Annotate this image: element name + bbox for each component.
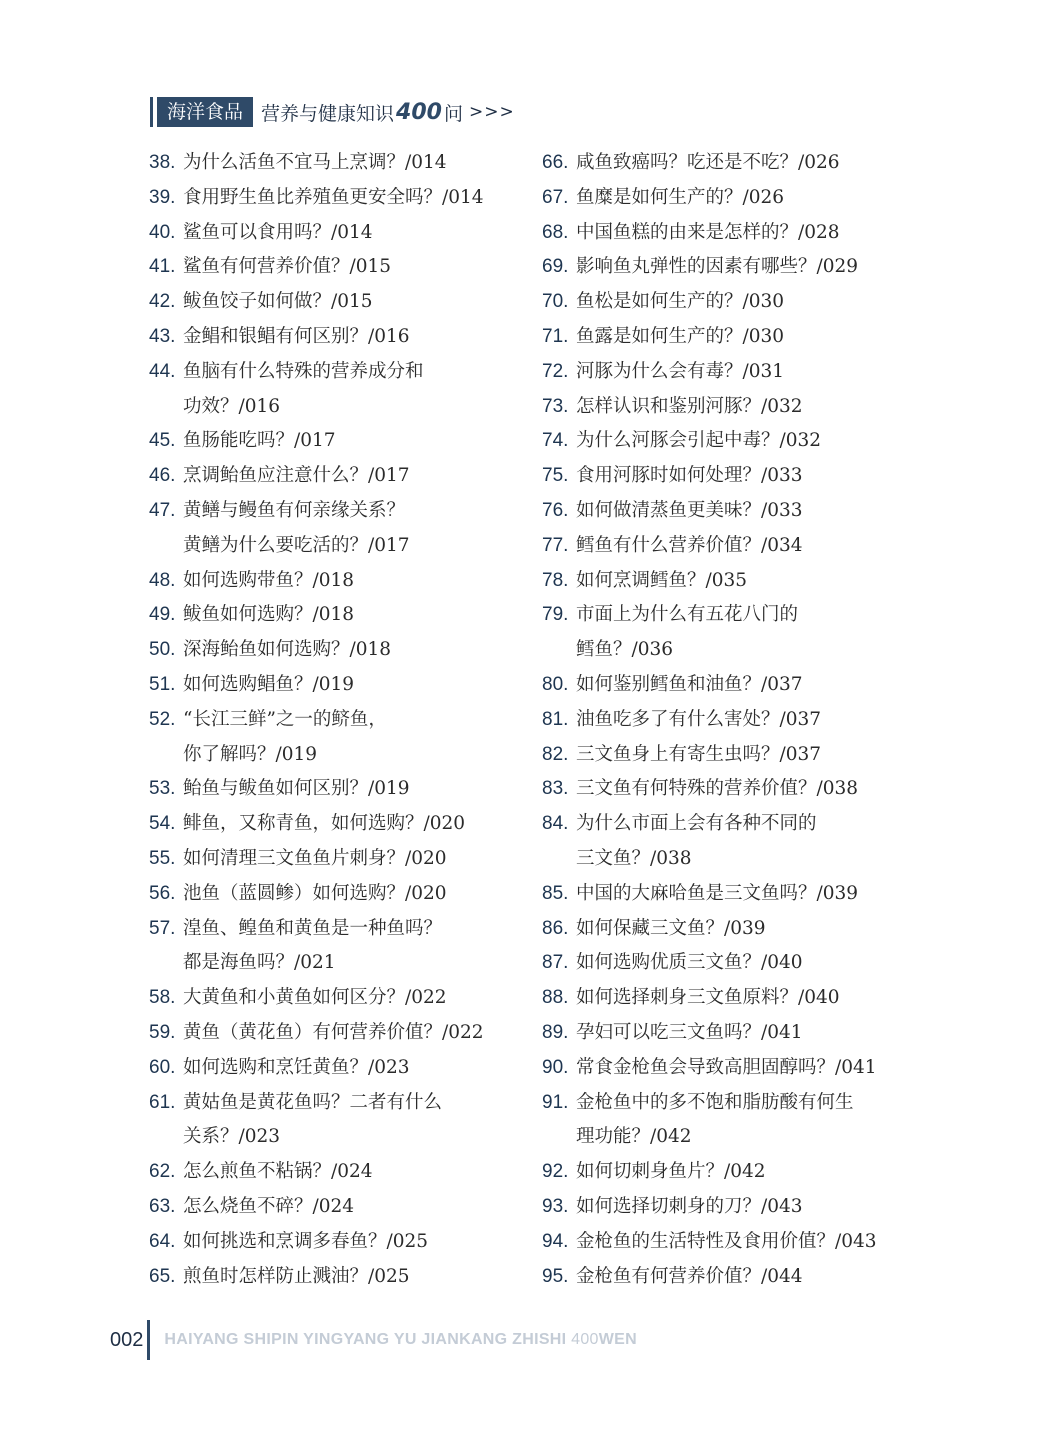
- toc-entry: [149, 772, 529, 807]
- toc-entry-text: 都是海鱼吗？/021: [183, 952, 336, 974]
- toc-entry-number: 70.: [542, 291, 569, 313]
- toc-entry: [149, 1260, 529, 1295]
- toc-entry-number: 76.: [542, 499, 569, 521]
- toc-entry: [542, 668, 912, 703]
- toc-entry: [149, 216, 529, 251]
- toc-entry-text: 鲅鱼饺子如何做？/015: [183, 291, 373, 313]
- toc-entry-text: 如何选购优质三文鱼？/040: [576, 952, 803, 974]
- toc-entry-text: 黄鳝与鳗鱼有何亲缘关系？: [183, 499, 406, 521]
- toc-entry: [542, 1155, 912, 1190]
- toc-entry-text: 鲱鱼，又称青鱼，如何选购？/020: [183, 813, 466, 835]
- toc-entry-text: 金枪鱼的生活特性及食用价值？/043: [576, 1230, 877, 1252]
- toc-entry-number: 78.: [542, 569, 569, 591]
- toc-entry: [542, 285, 912, 320]
- toc-entry-text: 鱼糜是如何生产的？/026: [576, 186, 785, 208]
- toc-entry: [542, 146, 912, 181]
- running-footer: [110, 1318, 637, 1362]
- toc-entry-text: 如何做清蒸鱼更美味？/033: [576, 499, 803, 521]
- toc-entry-text: 咸鱼致癌吗？吃还是不吃？/026: [576, 152, 840, 173]
- toc-entry-text: 如何保藏三文鱼？/039: [576, 917, 766, 939]
- toc-entry-text: 鱼松是如何生产的？/030: [576, 291, 785, 313]
- footer-text-num: 400: [571, 1331, 599, 1348]
- toc-entry: [149, 355, 529, 390]
- toc-entry-number: 54.: [149, 813, 176, 835]
- toc-entry-number: 75.: [542, 465, 569, 487]
- toc-entry-text: 理功能？/042: [576, 1126, 692, 1148]
- toc-entry-text: 三文鱼？/038: [576, 847, 692, 869]
- toc-entry: [149, 1190, 529, 1225]
- toc-entry-text: “长江三鲜”之一的鲚鱼，: [183, 708, 387, 730]
- toc-entry-number: 86.: [542, 917, 569, 939]
- toc-entry-number: 91.: [542, 1091, 569, 1113]
- toc-entry: [149, 529, 529, 564]
- toc-entry-text: 鱼露是如何生产的？/030: [576, 325, 785, 347]
- toc-entry-text: 影响鱼丸弹性的因素有哪些？/029: [576, 256, 859, 278]
- toc-entry-text: 池鱼（蓝圆鲹）如何选购？/020: [183, 882, 447, 904]
- footer-text-b: WEN: [598, 1331, 637, 1348]
- toc-entry-text: 孕妇可以吃三文鱼吗？/041: [576, 1021, 803, 1043]
- toc-entry-text: 如何选购鲳鱼？/019: [183, 673, 355, 695]
- toc-entry: [149, 598, 529, 633]
- header-suffix: 问: [443, 102, 463, 125]
- toc-entry-text: 食用河豚时如何处理？/033: [576, 465, 803, 487]
- toc-entry-text: 烹调鲐鱼应注意什么？/017: [183, 465, 410, 487]
- toc-entry: [149, 946, 529, 981]
- toc-entry-number: 93.: [542, 1195, 569, 1217]
- toc-entry-text: 为什么活鱼不宜马上烹调？/014: [183, 152, 447, 173]
- toc-entry: [542, 355, 912, 390]
- toc-entry: [149, 1051, 529, 1086]
- toc-entry-number: 77.: [542, 534, 569, 556]
- toc-entry: [542, 320, 912, 355]
- toc-entry-number: 51.: [149, 673, 176, 695]
- toc-entry-text: 中国的大麻哈鱼是三文鱼吗？/039: [576, 882, 859, 904]
- toc-entry-number: 81.: [542, 708, 569, 730]
- toc-entry-text: 如何选择切刺身的刀？/043: [576, 1195, 803, 1217]
- toc-entry-number: 95.: [542, 1265, 569, 1287]
- toc-entry: [149, 842, 529, 877]
- footer-text-a: HAIYANG SHIPIN YINGYANG YU JIANKANG ZHISHI: [164, 1331, 572, 1348]
- toc-entry-number: 38.: [149, 152, 176, 173]
- toc-entry-number: 66.: [542, 152, 569, 173]
- toc-entry-number: 73.: [542, 395, 569, 417]
- toc-entry-text: 湟鱼、鳇鱼和黄鱼是一种鱼吗？: [183, 917, 443, 939]
- toc-entry: [149, 1016, 529, 1051]
- toc-entry: [542, 181, 912, 216]
- toc-entry-number: 52.: [149, 708, 176, 730]
- toc-entry: [542, 424, 912, 459]
- toc-entry: [149, 633, 529, 668]
- toc-entry-number: 89.: [542, 1021, 569, 1043]
- toc-entry: [542, 877, 912, 912]
- toc-entry: [149, 459, 529, 494]
- toc-entry-text: 鳕鱼有什么营养价值？/034: [576, 534, 803, 556]
- toc-entry-number: 79.: [542, 604, 569, 626]
- toc-entry-text: 常食金枪鱼会导致高胆固醇吗？/041: [576, 1056, 877, 1078]
- toc-entry-text: 怎样认识和鉴别河豚？/032: [576, 395, 803, 417]
- toc-entry: [149, 250, 529, 285]
- toc-entry-text: 食用野生鱼比养殖鱼更安全吗？/014: [183, 186, 484, 208]
- toc-entry: [542, 738, 912, 773]
- toc-entry: [542, 494, 912, 529]
- toc-entry-text: 如何选购带鱼？/018: [183, 569, 355, 591]
- toc-entry-text: 如何烹调鳕鱼？/035: [576, 569, 748, 591]
- header-label: 海洋食品: [157, 97, 253, 127]
- toc-entry-text: 金枪鱼有何营养价值？/044: [576, 1265, 803, 1287]
- toc-entry: [542, 981, 912, 1016]
- toc-entry: [542, 598, 912, 633]
- toc-entry-number: 69.: [542, 256, 569, 278]
- toc-entry-number: 48.: [149, 569, 176, 591]
- toc-entry: [149, 912, 529, 947]
- toc-entry: [542, 807, 912, 842]
- toc-entry-number: 92.: [542, 1161, 569, 1183]
- toc-entry: [542, 842, 912, 877]
- toc-entry-text: 为什么市面上会有各种不同的: [576, 813, 817, 835]
- toc-entry: [542, 250, 912, 285]
- toc-entry-text: 如何选购和烹饪黄鱼？/023: [183, 1056, 410, 1078]
- toc-entry-number: 64.: [149, 1230, 176, 1252]
- toc-entry-number: 90.: [542, 1056, 569, 1078]
- running-header: [150, 96, 515, 128]
- toc-entry-number: 82.: [542, 743, 569, 765]
- toc-entry-text: 金枪鱼中的多不饱和脂肪酸有何生: [576, 1091, 854, 1113]
- toc-entry-text: 怎么烧鱼不碎？/024: [183, 1195, 355, 1217]
- toc-entry: [542, 1086, 912, 1121]
- header-bar: [150, 97, 153, 127]
- toc-entry-number: 41.: [149, 256, 176, 278]
- toc-entry-number: 49.: [149, 604, 176, 626]
- toc-entry: [542, 564, 912, 599]
- toc-entry-number: 84.: [542, 813, 569, 835]
- toc-entry-text: 如何切刺身鱼片？/042: [576, 1161, 766, 1183]
- footer-title: [164, 1331, 637, 1349]
- toc-entry-text: 你了解吗？/019: [183, 743, 318, 765]
- toc-entry-number: 83.: [542, 778, 569, 800]
- toc-entry-text: 鲐鱼与鲅鱼如何区别？/019: [183, 778, 410, 800]
- toc-entry-text: 怎么煎鱼不粘锅？/024: [183, 1161, 373, 1183]
- toc-entry-text: 油鱼吃多了有什么害处？/037: [576, 708, 822, 730]
- toc-entry-number: 65.: [149, 1265, 176, 1287]
- toc-entry-number: 55.: [149, 847, 176, 869]
- toc-entry-number: 53.: [149, 778, 176, 800]
- toc-entry-text: 如何清理三文鱼鱼片刺身？/020: [183, 847, 447, 869]
- toc-entry-number: 58.: [149, 987, 176, 1009]
- toc-entry-text: 黄鳝为什么要吃活的？/017: [183, 534, 410, 556]
- toc-entry-text: 中国鱼糕的由来是怎样的？/028: [576, 221, 840, 243]
- toc-entry: [542, 633, 912, 668]
- toc-entry: [542, 912, 912, 947]
- toc-entry-number: 40.: [149, 221, 176, 243]
- toc-entry: [149, 146, 529, 181]
- toc-entry: [542, 1016, 912, 1051]
- toc-entry-number: 59.: [149, 1021, 176, 1043]
- toc-entry-text: 如何挑选和烹调多春鱼？/025: [183, 1230, 429, 1252]
- toc-entry: [149, 668, 529, 703]
- toc-entry: [149, 877, 529, 912]
- toc-right-column: [542, 146, 912, 1294]
- toc-entry: [542, 946, 912, 981]
- toc-entry-number: 61.: [149, 1091, 176, 1113]
- toc-entry-number: 39.: [149, 186, 176, 208]
- toc-entry: [542, 1260, 912, 1295]
- toc-entry-text: 鳕鱼？/036: [576, 639, 674, 661]
- toc-entry: [542, 1120, 912, 1155]
- header-arrows: >>>: [468, 102, 515, 122]
- toc-entry-text: 鲨鱼有何营养价值？/015: [183, 256, 392, 278]
- toc-entry: [542, 772, 912, 807]
- toc-entry: [542, 529, 912, 564]
- toc-entry: [149, 320, 529, 355]
- toc-entry-text: 三文鱼身上有寄生虫吗？/037: [576, 743, 822, 765]
- toc-left-column: [149, 146, 529, 1294]
- toc-entry-text: 市面上为什么有五花八门的: [576, 604, 799, 626]
- header-title: 营养与健康知识: [261, 102, 395, 125]
- toc-entry-text: 功效？/016: [183, 395, 281, 417]
- toc-entry-text: 黄鱼（黄花鱼）有何营养价值？/022: [183, 1021, 484, 1043]
- toc-entry-text: 鲨鱼可以食用吗？/014: [183, 221, 373, 243]
- toc-entry: [149, 1086, 529, 1121]
- toc-entry-number: 72.: [542, 360, 569, 382]
- toc-entry-number: 56.: [149, 882, 176, 904]
- toc-entry-number: 46.: [149, 465, 176, 487]
- toc-entry: [542, 703, 912, 738]
- toc-entry-number: 47.: [149, 499, 176, 521]
- toc-entry-text: 关系？/023: [183, 1126, 281, 1148]
- toc-entry-text: 鱼脑有什么特殊的营养成分和: [183, 360, 424, 382]
- toc-entry-number: 50.: [149, 639, 176, 661]
- toc-entry-text: 大黄鱼和小黄鱼如何区分？/022: [183, 987, 447, 1009]
- toc-entry-text: 金鲳和银鲳有何区别？/016: [183, 325, 410, 347]
- toc-entry: [149, 703, 529, 738]
- toc-entry-text: 三文鱼有何特殊的营养价值？/038: [576, 778, 859, 800]
- toc-entry-number: 43.: [149, 325, 176, 347]
- toc-entry: [149, 1225, 529, 1260]
- toc-entry-text: 鱼肠能吃吗？/017: [183, 430, 336, 452]
- toc-entry: [149, 181, 529, 216]
- toc-entry-number: 45.: [149, 430, 176, 452]
- header-number: 400: [396, 99, 442, 125]
- toc-entry: [542, 459, 912, 494]
- toc-entry: [149, 424, 529, 459]
- toc-entry-number: 88.: [542, 987, 569, 1009]
- toc-entry-number: 67.: [542, 186, 569, 208]
- toc-entry-number: 85.: [542, 882, 569, 904]
- footer-bar: [147, 1320, 150, 1360]
- toc-entry-number: 62.: [149, 1161, 176, 1183]
- toc-entry-text: 鲅鱼如何选购？/018: [183, 604, 355, 626]
- toc-entry: [149, 285, 529, 320]
- toc-entry: [149, 494, 529, 529]
- toc-entry-number: 44.: [149, 360, 176, 382]
- toc-entry: [149, 738, 529, 773]
- toc-entry: [542, 216, 912, 251]
- toc-entry-number: 68.: [542, 221, 569, 243]
- toc-entry-text: 黄姑鱼是黄花鱼吗？二者有什么: [183, 1091, 443, 1113]
- toc-entry-text: 煎鱼时怎样防止溅油？/025: [183, 1265, 410, 1287]
- toc-entry-text: 为什么河豚会引起中毒？/032: [576, 430, 822, 452]
- toc-entry-number: 57.: [149, 917, 176, 939]
- toc-entry: [149, 390, 529, 425]
- toc-entry: [149, 564, 529, 599]
- toc-entry: [149, 981, 529, 1016]
- toc-entry: [542, 1051, 912, 1086]
- toc-entry: [542, 1190, 912, 1225]
- toc-entry: [149, 1155, 529, 1190]
- toc-entry-number: 60.: [149, 1056, 176, 1078]
- toc-entry-text: 如何选择刺身三文鱼原料？/040: [576, 987, 840, 1009]
- toc-entry-number: 87.: [542, 952, 569, 974]
- toc-entry-number: 71.: [542, 325, 569, 347]
- toc-entry: [149, 1120, 529, 1155]
- toc-entry-text: 深海鲐鱼如何选购？/018: [183, 639, 392, 661]
- toc-entry-number: 42.: [149, 291, 176, 313]
- toc-entry: [149, 807, 529, 842]
- toc-entry: [542, 1225, 912, 1260]
- toc-entry: [542, 390, 912, 425]
- toc-entry-number: 74.: [542, 430, 569, 452]
- toc-entry-number: 94.: [542, 1230, 569, 1252]
- toc-entry-text: 河豚为什么会有毒？/031: [576, 360, 785, 382]
- page-number: 002: [110, 1328, 144, 1351]
- toc-entry-number: 63.: [149, 1195, 176, 1217]
- toc-entry-text: 如何鉴别鳕鱼和油鱼？/037: [576, 673, 803, 695]
- toc-entry-number: 80.: [542, 673, 569, 695]
